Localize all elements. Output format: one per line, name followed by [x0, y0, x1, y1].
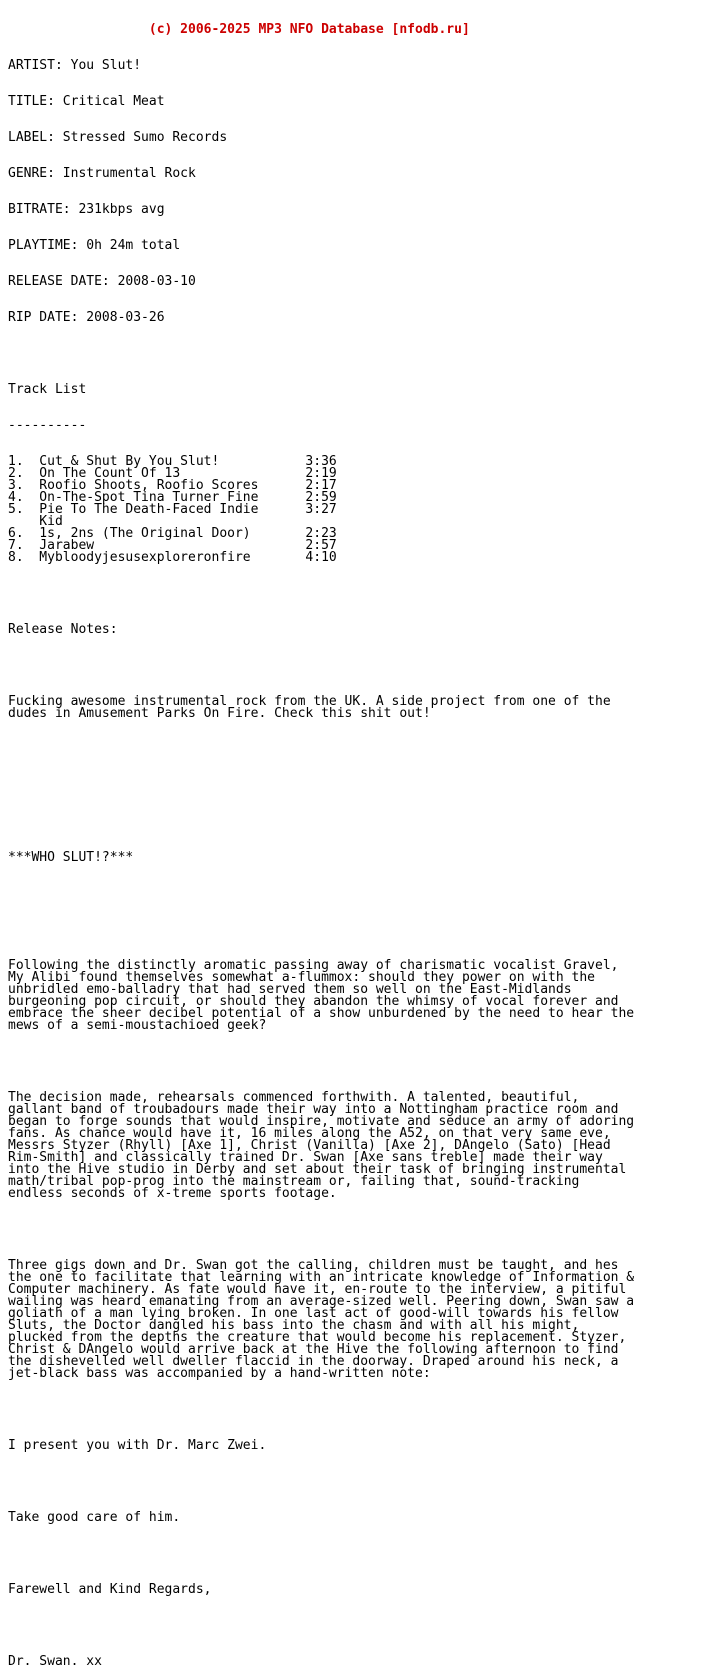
paragraph-line: Following the distinctly aromatic passing away of charismatic vocalist Gravel, — [8, 958, 619, 973]
intro-paragraph — [8, 696, 724, 720]
who-slut-heading: ***WHO SLUT!?*** — [8, 850, 134, 865]
track-line: 1. Cut & Shut By You Slut! 3:36 — [8, 454, 337, 469]
bitrate-line: BITRATE: 231kbps avg — [8, 202, 165, 217]
blank-line — [8, 1548, 724, 1560]
note-line-4: Dr. Swan. xx — [8, 1654, 102, 1669]
paragraph-line: embrace the sheer decibel potential of a show unburdened by the need to hear the — [8, 1006, 635, 1021]
paragraph-line: plucked from the depths the creature that would become his replacement. Styzer, — [8, 1330, 627, 1345]
paragraph-line: fans. As chance would have it, 16 miles along the A52, on that very same eve, — [8, 1126, 611, 1141]
nfo-document — [8, 0, 724, 1680]
track-line: 4. On-The-Spot Tina Turner Fine 2:59 — [8, 490, 337, 505]
blank-line — [8, 588, 724, 600]
playtime-line: PLAYTIME: 0h 24m total — [8, 238, 181, 253]
blank-line — [8, 744, 724, 756]
artist-line: ARTIST: You Slut! — [8, 58, 142, 73]
track-line: 8. Mybloodyjesusexploreronfire 4:10 — [8, 550, 337, 565]
paragraph-line: into the Hive studio in Derby and set about their task of bringing instrumental — [8, 1162, 627, 1177]
paragraph-line: jet-black bass was accompanied by a hand-written note: — [8, 1366, 431, 1381]
blank-line — [8, 888, 724, 900]
paragraph-line: Messrs Styzer (Rhyll) [Axe 1], Christ (Vanilla) [Axe 2], DAngelo (Sato) [Head — [8, 1138, 611, 1153]
blank-line — [8, 816, 724, 828]
paragraph-line: Fucking awesome instrumental rock from the UK. A side project from one of the — [8, 694, 611, 709]
site-banner: (c) 2006-2025 MP3 NFO Database [nfodb.ru] — [8, 22, 470, 37]
track-line: 7. Jarabew 2:57 — [8, 538, 337, 553]
blank-line — [8, 1056, 724, 1068]
track-line: 2. On The Count Of 13 2:19 — [8, 466, 337, 481]
track-item-8 — [8, 552, 724, 564]
paragraph-line: the one to facilitate that learning with an intricate knowledge of Information & — [8, 1270, 635, 1285]
track-line-continued: Kid — [8, 514, 63, 529]
paragraph-2 — [8, 1092, 724, 1200]
release-date-line: RELEASE DATE: 2008-03-10 — [8, 274, 196, 289]
paragraph-line: goliath of a man lying broken. In one last act of good-will towards his fellow — [8, 1306, 619, 1321]
note-line-2: Take good care of him. — [8, 1510, 181, 1525]
paragraph-line: Christ & DAngelo would arrive back at the Hive the following afternoon to find — [8, 1342, 619, 1357]
track-line: 3. Roofio Shoots, Roofio Scores 2:17 — [8, 478, 337, 493]
note-line-3: Farewell and Kind Regards, — [8, 1582, 212, 1597]
rip-date-line: RIP DATE: 2008-03-26 — [8, 310, 165, 325]
note-line-1: I present you with Dr. Marc Zwei. — [8, 1438, 267, 1453]
paragraph-line: burgeoning pop circuit, or should they abandon the whimsy of vocal forever and — [8, 994, 619, 1009]
tracklist-heading: Track List — [8, 382, 87, 397]
paragraph-line: the dishevelled well dweller flaccid in the doorway. Draped around his neck, a — [8, 1354, 619, 1369]
paragraph-line: dudes in Amusement Parks On Fire. Check this shit out! — [8, 706, 431, 721]
paragraph-line: My Alibi found themselves somewhat a-flummox: should they power on with the — [8, 970, 595, 985]
genre-line: GENRE: Instrumental Rock — [8, 166, 196, 181]
paragraph-line: Sluts, the Doctor dangled his bass into the chasm and with all his might, — [8, 1318, 580, 1333]
paragraph-line: endless seconds of x-treme sports footage. — [8, 1186, 337, 1201]
release-notes-heading: Release Notes: — [8, 622, 118, 637]
paragraph-line: mews of a semi-moustachioed geek? — [8, 1018, 267, 1033]
title-line: TITLE: Critical Meat — [8, 94, 165, 109]
blank-line — [8, 348, 724, 360]
blank-line — [8, 660, 724, 672]
paragraph-line: math/tribal pop-prog into the mainstream or, failing that, sound-tracking — [8, 1174, 580, 1189]
blank-line — [8, 924, 724, 936]
paragraph-line: Rim-Smith] and classically trained Dr. Swan [Axe sans treble] made their way — [8, 1150, 603, 1165]
blank-line — [8, 1404, 724, 1416]
track-line: 5. Pie To The Death-Faced Indie 3:27 — [8, 502, 337, 517]
paragraph-line: gallant band of troubadours made their way into a Nottingham practice room and — [8, 1102, 619, 1117]
paragraph-line: unbridled emo-balladry that had served them so well on the East-Midlands — [8, 982, 572, 997]
blank-line — [8, 780, 724, 792]
track-list — [8, 456, 724, 564]
blank-line — [8, 1224, 724, 1236]
label-line: LABEL: Stressed Sumo Records — [8, 130, 228, 145]
paragraph-line: The decision made, rehearsals commenced forthwith. A talented, beautiful, — [8, 1090, 580, 1105]
paragraph-line: began to forge sounds that would inspire, motivate and seduce an army of adoring — [8, 1114, 635, 1129]
blank-line — [8, 1476, 724, 1488]
track-item-5 — [8, 504, 724, 528]
paragraph-3 — [8, 1260, 724, 1380]
tracklist-underline: ---------- — [8, 418, 87, 433]
paragraph-line: wailing was heard emanating from an average-sized well. Peering down, Swan saw a — [8, 1294, 635, 1309]
paragraph-1 — [8, 960, 724, 1032]
track-line: 6. 1s, 2ns (The Original Door) 2:23 — [8, 526, 337, 541]
paragraph-line: Three gigs down and Dr. Swan got the calling, children must be taught, and hes — [8, 1258, 619, 1273]
blank-line — [8, 1620, 724, 1632]
paragraph-line: Computer machinery. As fate would have it, en-route to the interview, a pitiful — [8, 1282, 627, 1297]
